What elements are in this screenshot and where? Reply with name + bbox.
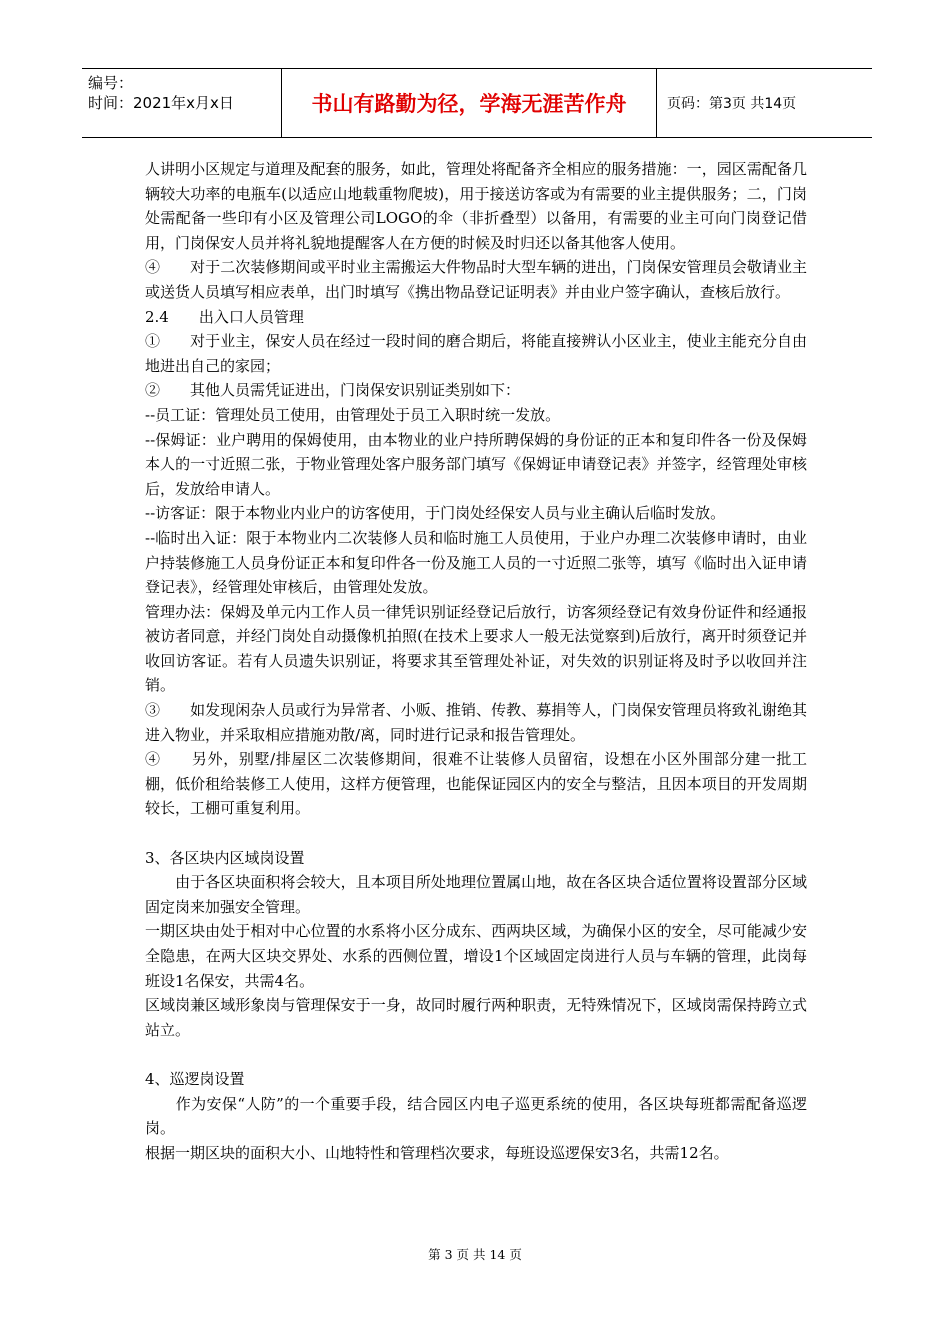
paragraph: --保姆证：业户聘用的保姆使用，由本物业的业户持所聘保姆的身份证的正本和复印件各一份及保姆本人的一寸近照二张，于物业管理处客户服务部门填写《保姆证申请登记表》并签字，经管理处审核后，发放给申请人。 bbox=[145, 430, 807, 498]
header-meta bbox=[82, 69, 282, 137]
paragraph: --访客证：限于本物业内业户的访客使用，于门岗处经保安人员与业主确认后临时发放。 bbox=[145, 504, 726, 523]
paragraph: 作为安保“人防”的一个重要手段，结合园区内电子巡更系统的使用，各区块每班都需配备巡逻岗。 bbox=[145, 1094, 807, 1138]
blank-line bbox=[145, 821, 807, 846]
paragraph: ① 对于业主，保安人员在经过一段时间的磨合期后，将能直接辨认小区业主，使业主能充分自由地进出自己的家园； bbox=[145, 332, 807, 375]
paragraph: --临时出入证：限于本物业内二次装修人员和临时施工人员使用，于业户办理二次装修申请时，由业户持装修施工人员身份证正本和复印件各一份及施工人员的一寸近照二张等，填写《临时出入证申请登记表》，经管理处审核后，由管理处发放。 bbox=[145, 528, 807, 597]
paragraph: 4、巡逻岗设置 bbox=[145, 1069, 245, 1088]
paragraph: ③ 如发现闲杂人员或行为异常者、小贩、推销、传教、募捐等人，门岗保安管理员将致礼谢绝其进入物业，并采取相应措施劝散/离，同时进行记录和报告管理处。 bbox=[145, 701, 807, 744]
document-number-label: 编号： bbox=[88, 74, 134, 92]
header-motto: 书山有路勤为径，学海无涯苦作舟 bbox=[282, 69, 657, 137]
paragraph: 区域岗兼区域形象岗与管理保安于一身，故同时履行两种职责，无特殊情况下，区域岗需保持跨立式站立。 bbox=[145, 996, 807, 1039]
paragraph: 一期区块由处于相对中心位置的水系将小区分成东、西两块区域，为确保小区的安全，尽可能减少安全隐患，在两大区块交界处、水系的西侧位置，增设1个区域固定岗进行人员与车辆的管理，此岗每班设1名保安，共需4名。 bbox=[145, 922, 807, 990]
document-time-label: 时间：2021年x月x日 bbox=[88, 94, 234, 112]
paragraph: ④ 对于二次装修期间或平时业主需搬运大件物品时大型车辆的进出，门岗保安管理员会敬请业主或送货人员填写相应表单，出门时填写《携出物品登记证明表》并由业户签字确认，查核后放行。 bbox=[145, 258, 807, 301]
paragraph: --员工证：管理处员工使用，由管理处于员工入职时统一发放。 bbox=[145, 405, 561, 424]
document-body bbox=[145, 157, 807, 1165]
paragraph: 2.4 出入口人员管理 bbox=[145, 307, 304, 326]
header-page-info: 页码：第3页 共14页 bbox=[667, 96, 797, 112]
paragraph: 管理办法：保姆及单元内工作人员一律凭识别证经登记后放行，访客须经登记有效身份证件和经通报被访者同意，并经门岗处自动摄像机拍照(在技术上要求人一般无法觉察到)后放行，离开时须登记并收回访客证。若有人员遗失识别证，将要求其至管理处补证，对失效的识别证将及时予以收回并注销。 bbox=[145, 602, 807, 695]
paragraph: 根据一期区块的面积大小、山地特性和管理档次要求，每班设巡逻保安3名，共需12名。 bbox=[145, 1143, 729, 1162]
paragraph: ② 其他人员需凭证进出，门岗保安识别证类别如下： bbox=[145, 381, 521, 400]
page-header bbox=[82, 68, 872, 138]
paragraph: 3、各区块内区域岗设置 bbox=[145, 848, 305, 867]
paragraph: 人讲明小区规定与道理及配套的服务，如此，管理处将配备齐全相应的服务措施：一，园区需配备几辆较大功率的电瓶车(以适应山地载重物爬坡)，用于接送访客或为有需要的业主提供服务；二，门岗处需配备一些印有小区及管理公司LOGO的伞（非折叠型）以备用，有需要的业主可向门岗登记借用，门岗保安人员并将礼貌地提醒客人在方便的时候及时归还以备其他客人使用。 bbox=[145, 160, 807, 252]
blank-line bbox=[145, 1042, 807, 1067]
paragraph: 由于各区块面积将会较大，且本项目所处地理位置属山地，故在各区块合适位置将设置部分区域固定岗来加强安全管理。 bbox=[145, 873, 807, 916]
page-footer: 第 3 页 共 14 页 bbox=[428, 1247, 522, 1262]
paragraph: ④ 另外，别墅/排屋区二次装修期间，很难不让装修人员留宿，设想在小区外围部分建一批工棚，低价租给装修工人使用，这样方便管理，也能保证园区内的安全与整洁，且因本项目的开发周期较长，工棚可重复利用。 bbox=[145, 750, 807, 818]
